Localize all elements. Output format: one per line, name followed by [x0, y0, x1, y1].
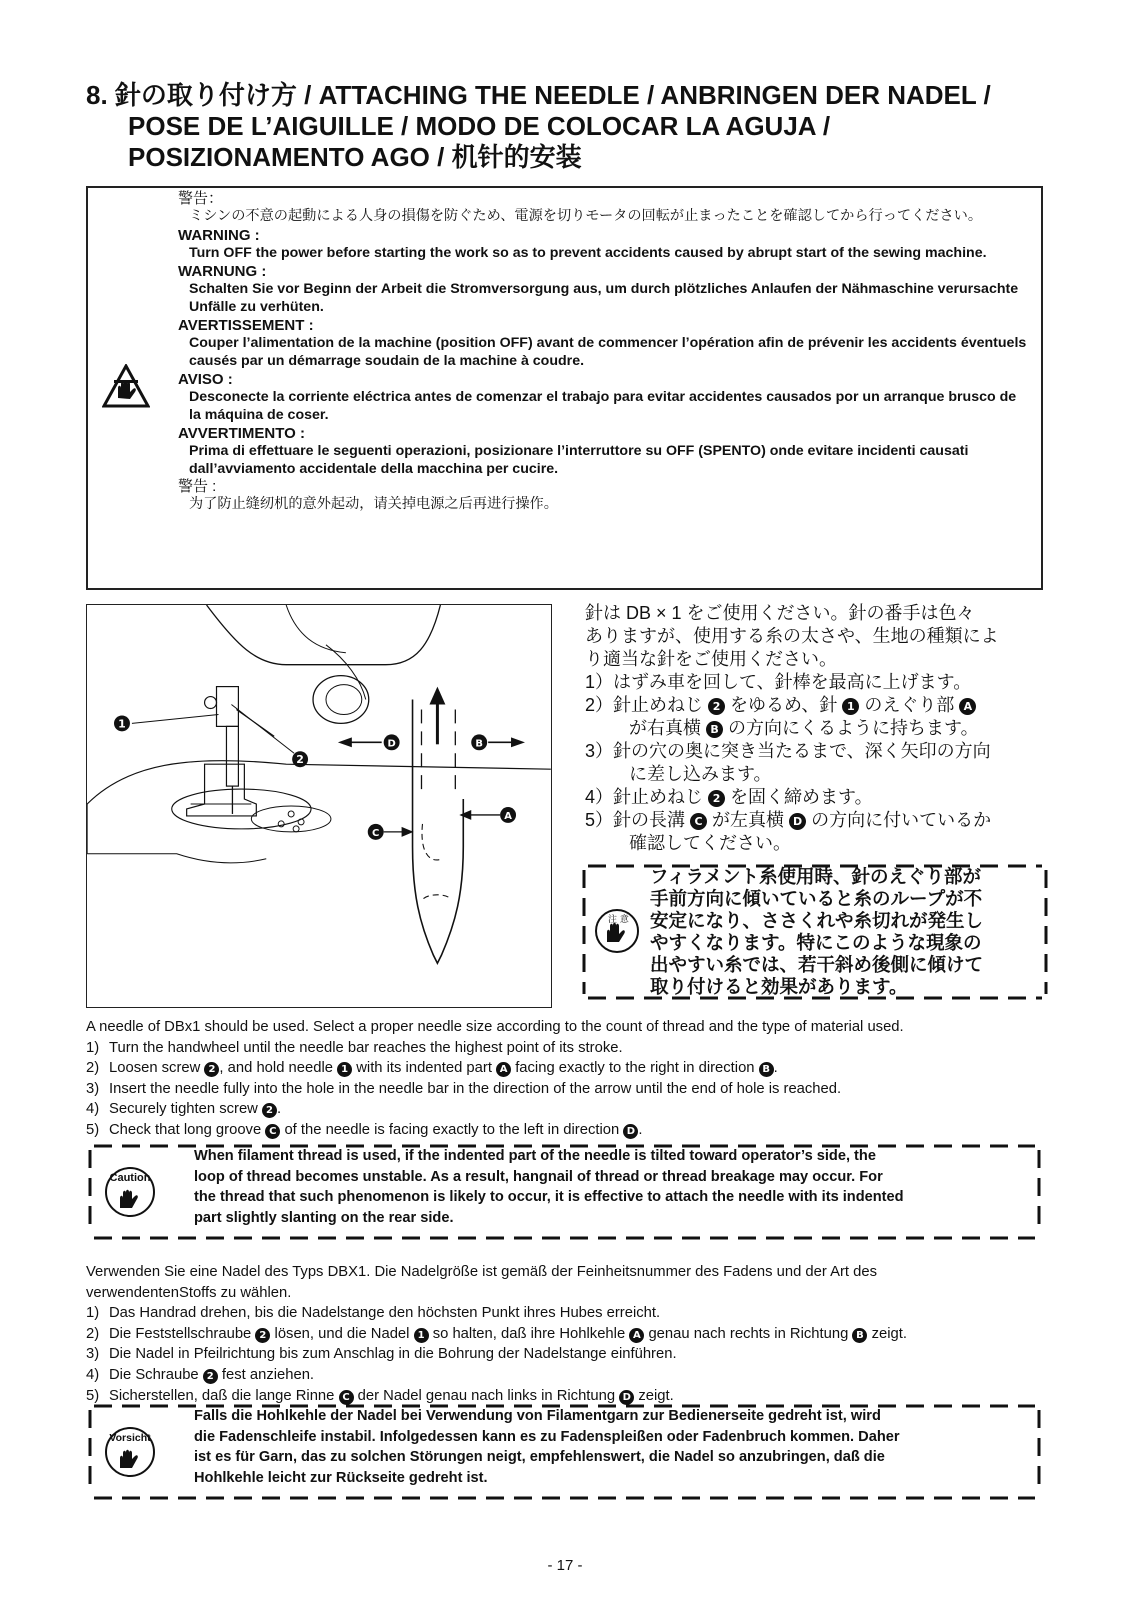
svg-text:D: D [387, 738, 396, 750]
svg-text:2: 2 [296, 753, 304, 767]
en-instructions [86, 1017, 1086, 1141]
ja-caution-text: フィラメント糸使用時、針のえぐり部が 手前方向に傾いていると糸のループが不 安定になり、ささくれや糸切れが発生し やすくなります。特にこのような現象の 出やすい糸では、若干斜め後側に傾けて 取り付けると効果があります。 [650, 866, 984, 997]
marker-A: A [496, 1062, 511, 1077]
ja-step-5-cont: 確認してください。 [629, 833, 791, 853]
warning-zh-head: 警告 : [178, 478, 217, 495]
warning-en-head: WARNING : [178, 226, 260, 244]
warning-fr-head: AVERTISSEMENT : [178, 317, 314, 334]
hand-crush-warning-icon [102, 364, 150, 408]
ja-step-1: 1）はずみ車を回して、針棒を最高に上げます。 [585, 672, 972, 692]
warning-es-head: AVISO : [178, 371, 233, 388]
ja-step-3: 3）針の穴の奥に突き当たるまで、深く矢印の方向 [585, 741, 991, 761]
warning-en-body: Turn OFF the power before starting the work so as to prevent accidents caused by abrupt start of the sewing machine. [189, 244, 987, 261]
marker-C: C [690, 813, 707, 830]
svg-text:Vorsicht: Vorsicht [109, 1432, 151, 1444]
title-line-3: POSIZIONAMENTO AGO / 机针的安装 [128, 142, 582, 172]
caution-hand-icon [594, 908, 640, 954]
warning-box [86, 186, 1043, 590]
de-instructions [86, 1262, 1086, 1406]
en-caution-box [86, 1142, 1043, 1242]
svg-text:B: B [475, 738, 483, 750]
de-step-5: 5) Sicherstellen, daß die lange Rinne C der Nadel genau nach links in Richtung D zeigt. [86, 1387, 674, 1404]
ja-instructions [585, 602, 1055, 855]
en-step-3: 3) Insert the needle fully into the hole in the needle bar in the direction of the arrow until the end of hole is reached. [86, 1080, 842, 1097]
marker-2: 2 [204, 1062, 219, 1077]
ja-step-4: 4）針止めねじ 2 を固く締めます。 [585, 787, 873, 807]
section-title [86, 80, 1086, 173]
marker-C: C [339, 1390, 354, 1405]
marker-1: 1 [337, 1062, 352, 1077]
marker-2: 2 [708, 698, 725, 715]
de-step-4: 4) Die Schraube 2 fest anziehen. [86, 1366, 315, 1383]
svg-text:1: 1 [118, 717, 126, 731]
marker-2: 2 [708, 790, 725, 807]
caution-hand-icon [104, 1166, 156, 1218]
ja-intro-2: ありますが、使用する糸の太さや、生地の種類によ [585, 626, 999, 646]
warning-it-body: Prima di effettuare le seguenti operazioni, posizionare l’interruttore su OFF (SPENTO) onde evitare incidenti causati dall’avviamento accidentale della macchina per cucire. [189, 443, 969, 477]
ja-step-2-cont: が右真横 B の方向にくるように持ちます。 [629, 718, 979, 738]
marker-2: 2 [255, 1328, 270, 1343]
svg-text:Caution: Caution [109, 1172, 151, 1184]
de-intro-1: Verwenden Sie eine Nadel des Typs DBX1. Die Nadelgröße ist gemäß der Feinheitsnummer des Fadens und der Art des [86, 1264, 877, 1280]
marker-A: A [629, 1328, 644, 1343]
svg-text:A: A [504, 810, 512, 822]
warning-es-body: Desconecte la corriente eléctrica antes de comenzar el trabajo para evitar accidentes causados por un arranque brusco de la máquina de coser. [189, 389, 1017, 423]
warning-zh-body: 为了防止缝纫机的意外起动，请关掉电源之后再进行操作。 [189, 496, 558, 512]
title-line-1: 8. 針の取り付け方 / ATTACHING THE NEEDLE / ANBRINGEN DER NADEL / [86, 80, 991, 110]
marker-2: 2 [262, 1103, 277, 1118]
needle-diagram [87, 605, 551, 1007]
marker-B: B [759, 1062, 774, 1077]
ja-intro-1: 針は DB × 1 をご使用ください。針の番手は色々 [585, 603, 975, 623]
ja-step-2: 2）針止めねじ 2 をゆるめ、針 1 のえぐり部 A [585, 694, 1055, 717]
warning-ja-body: ミシンの不意の起動による人身の損傷を防ぐため、電源を切りモータの回転が止まったことを確認してから行ってください。 [189, 208, 983, 224]
de-step-1: 1) Das Handrad drehen, bis die Nadelstange den höchsten Punkt ihres Hubes erreicht. [86, 1305, 661, 1322]
title-line-2: POSE DE L’AIGUILLE / MODO DE COLOCAR LA AGUJA / [128, 111, 831, 141]
marker-B: B [706, 721, 723, 738]
de-caution-box [86, 1402, 1043, 1502]
ja-intro-3: り適当な針をご使用ください。 [585, 649, 837, 669]
ja-caution-box [580, 862, 1050, 1002]
ja-step-5: 5）針の長溝 C が左真横 D の方向に付いているか [585, 810, 992, 830]
needle-figure [86, 604, 552, 1008]
warning-ja-head: 警告： [178, 190, 224, 207]
en-step-1: 1) Turn the handwheel until the needle bar reaches the highest point of its stroke. [86, 1039, 623, 1056]
en-step-2: 2) Loosen screw 2 , and hold needle 1 with its indented part A facing exactly to the right in direction B . [86, 1060, 778, 1077]
en-step-4: 4) Securely tighten screw 2 . [86, 1101, 282, 1118]
page-number: - 17 - [547, 1557, 583, 1574]
en-caution-text: When filament thread is used, if the indented part of the needle is tilted toward operator’s side, the loop of thread becomes unstable. As a result, hangnail of thread or thread breakage may occur. For the thread that such phenomenon is likely to occur, it is effective to attach the needle with its indented part slightly slanting on the rear side. [194, 1148, 904, 1226]
caution-hand-icon [104, 1426, 156, 1478]
de-caution-text: Falls die Hohlkehle der Nadel bei Verwendung von Filamentgarn zur Bedienerseite gedreht ist, wird die Fadenschleife instabil. Infolgedessen kann es zu Fadenspleißen oder Fadenbruch kommen. Daher ist es für Garn, das zu solchen Störungen neigt, empfehlenswert, die Nadel so anzubringen, daß die Hohlkehle leicht zur Rückseite gedreht ist. [194, 1408, 900, 1486]
warning-it-head: AVVERTIMENTO : [178, 425, 305, 442]
svg-text:C: C [372, 827, 380, 839]
de-intro-2: verwendentenStoffs zu wählen. [86, 1284, 292, 1301]
svg-text:注 意: 注 意 [608, 915, 629, 925]
marker-C: C [265, 1124, 280, 1139]
marker-D: D [789, 813, 806, 830]
warning-de-head: WARNUNG : [178, 263, 267, 280]
warning-de-body: Schalten Sie vor Beginn der Arbeit die Stromversorgung aus, um durch plötzliches Anlaufen der Nähmaschine verursachte Unfälle zu verhüten. [189, 281, 1019, 315]
marker-B: B [852, 1328, 867, 1343]
en-step-5: 5) Check that long groove C of the needle is facing exactly to the left in direction D . [86, 1121, 643, 1138]
de-step-3: 3) Die Nadel in Pfeilrichtung bis zum Anschlag in die Bohrung der Nadelstange einführen. [86, 1346, 677, 1363]
marker-D: D [619, 1390, 634, 1405]
en-intro: A needle of DBx1 should be used. Select a proper needle size according to the count of thread and the type of material used. [86, 1019, 904, 1035]
marker-2: 2 [203, 1369, 218, 1384]
warning-fr-body: Couper l’alimentation de la machine (position OFF) avant de commencer l’opération afin de prévenir les accidents éventuels causés par un démarrage soudain de la machine à coudre. [189, 335, 1027, 369]
marker-1: 1 [414, 1328, 429, 1343]
marker-A: A [959, 698, 976, 715]
ja-step-3-cont: に差し込みます。 [629, 764, 772, 784]
marker-1: 1 [842, 698, 859, 715]
marker-D: D [623, 1124, 638, 1139]
de-step-2: 2) Die Feststellschraube 2 lösen, und die Nadel 1 so halten, daß ihre Hohlkehle A genau nach rechts in Richtung B zeigt. [86, 1325, 907, 1342]
